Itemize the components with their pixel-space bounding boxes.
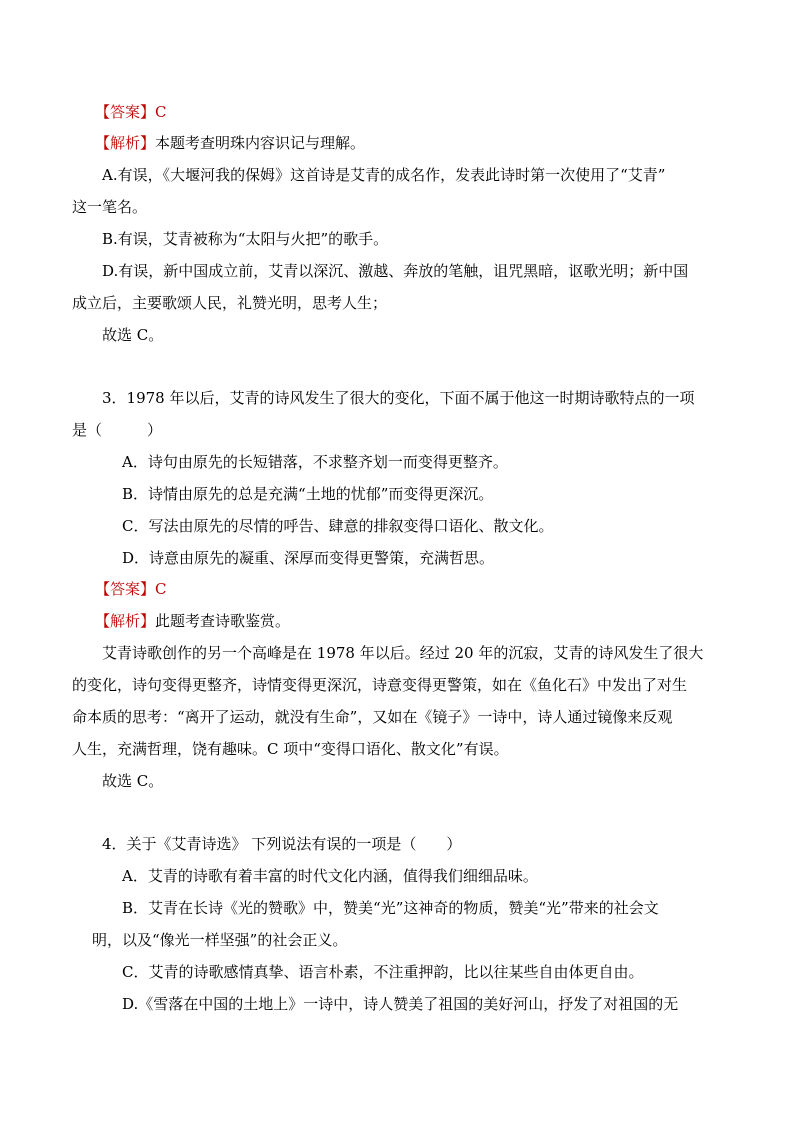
q2-line-a-cont: 这一笔名。 [72,198,148,216]
q3-conclusion: 故选 C。 [102,772,164,790]
q2-analysis-text: 本题考查明珠内容识记与理解。 [155,134,366,152]
q3-option-c: C．写法由原先的尽情的呼告、肆意的排叙变得口语化、散文化。 [122,517,554,535]
q2-answer-tag: 【答案】 [95,103,156,121]
q3-stem-line-2: 是（ ） [72,421,163,439]
q2-conclusion: 故选 C。 [102,326,164,344]
q3-body-line-2: 的变化，诗句变得更整齐，诗情变得更深沉，诗意变得更警策，如在《鱼化石》中发出了对生 [72,676,688,694]
q3-option-a: A．诗句由原先的长短错落，不求整齐划一而变得更整齐。 [122,453,508,471]
q3-option-d: D．诗意由原先的凝重、深厚而变得更警策，充满哲思。 [122,549,495,567]
q2-analysis-line [95,133,365,153]
q4-option-c: C．艾青的诗歌感情真挚、语言朴素，不注重押韵，比以往某些自由体更自由。 [122,963,644,981]
q2-line-d: D.有误，新中国成立前，艾青以深沉、激越、奔放的笔触，诅咒黑暗，讴歌光明；新中国 [102,262,689,280]
q2-line-d-cont: 成立后，主要歌颂人民，礼赞光明，思考人生； [72,294,388,312]
q4-option-b: B．艾青在长诗《光的赞歌》中，赞美“光”这神奇的物质，赞美“光”带来的社会文 [122,899,659,917]
q4-stem: 4．关于《艾青诗选》 下列说法有误的一项是（ ） [102,835,462,853]
q3-answer-tag: 【答案】 [95,580,156,598]
q3-answer-value: C [155,580,167,598]
q3-body-line-1: 艾青诗歌创作的另一个高峰是在 1978 年以后。经过 20 年的沉寂，艾青的诗风发生了很大 [102,644,704,662]
q2-line-b: B.有误，艾青被称为“太阳与火把”的歌手。 [102,230,389,248]
q2-line-a: A.有误，《大堰河我的保姆》这首诗是艾青的成名作，发表此诗时第一次使用了“艾青” [102,166,666,184]
q3-option-b: B．诗情由原先的总是充满“土地的忧郁”而变得更深沉。 [122,485,494,503]
q4-option-b-cont: 明，以及“像光一样坚强”的社会正义。 [92,931,348,949]
q3-body-line-4: 人生，充满哲理，饶有趣味。C 项中“变得口语化、散文化”有误。 [72,740,509,758]
q2-answer-line [95,102,167,122]
q3-analysis-tag: 【解析】 [95,612,156,630]
q4-option-a: A．艾青的诗歌有着丰富的时代文化内涵，值得我们细细品味。 [122,867,538,885]
q3-answer-line [95,579,167,599]
q3-analysis-text: 此题考查诗歌鉴赏。 [155,612,291,630]
q3-stem-line-1: 3．1978 年以后，艾青的诗风发生了很大的变化，下面不属于他这一时期诗歌特点的一项 [102,389,695,407]
q2-answer-value: C [155,103,167,121]
q4-option-d: D.《雪落在中国的土地上》一诗中，诗人赞美了祖国的美好河山，抒发了对祖国的无 [122,995,679,1013]
q3-body-line-3: 命本质的思考：“离开了运动，就没有生命”，又如在《镜子》一诗中，诗人通过镜像来反观 [72,708,673,726]
q3-analysis-line [95,611,290,631]
q2-analysis-tag: 【解析】 [95,134,156,152]
